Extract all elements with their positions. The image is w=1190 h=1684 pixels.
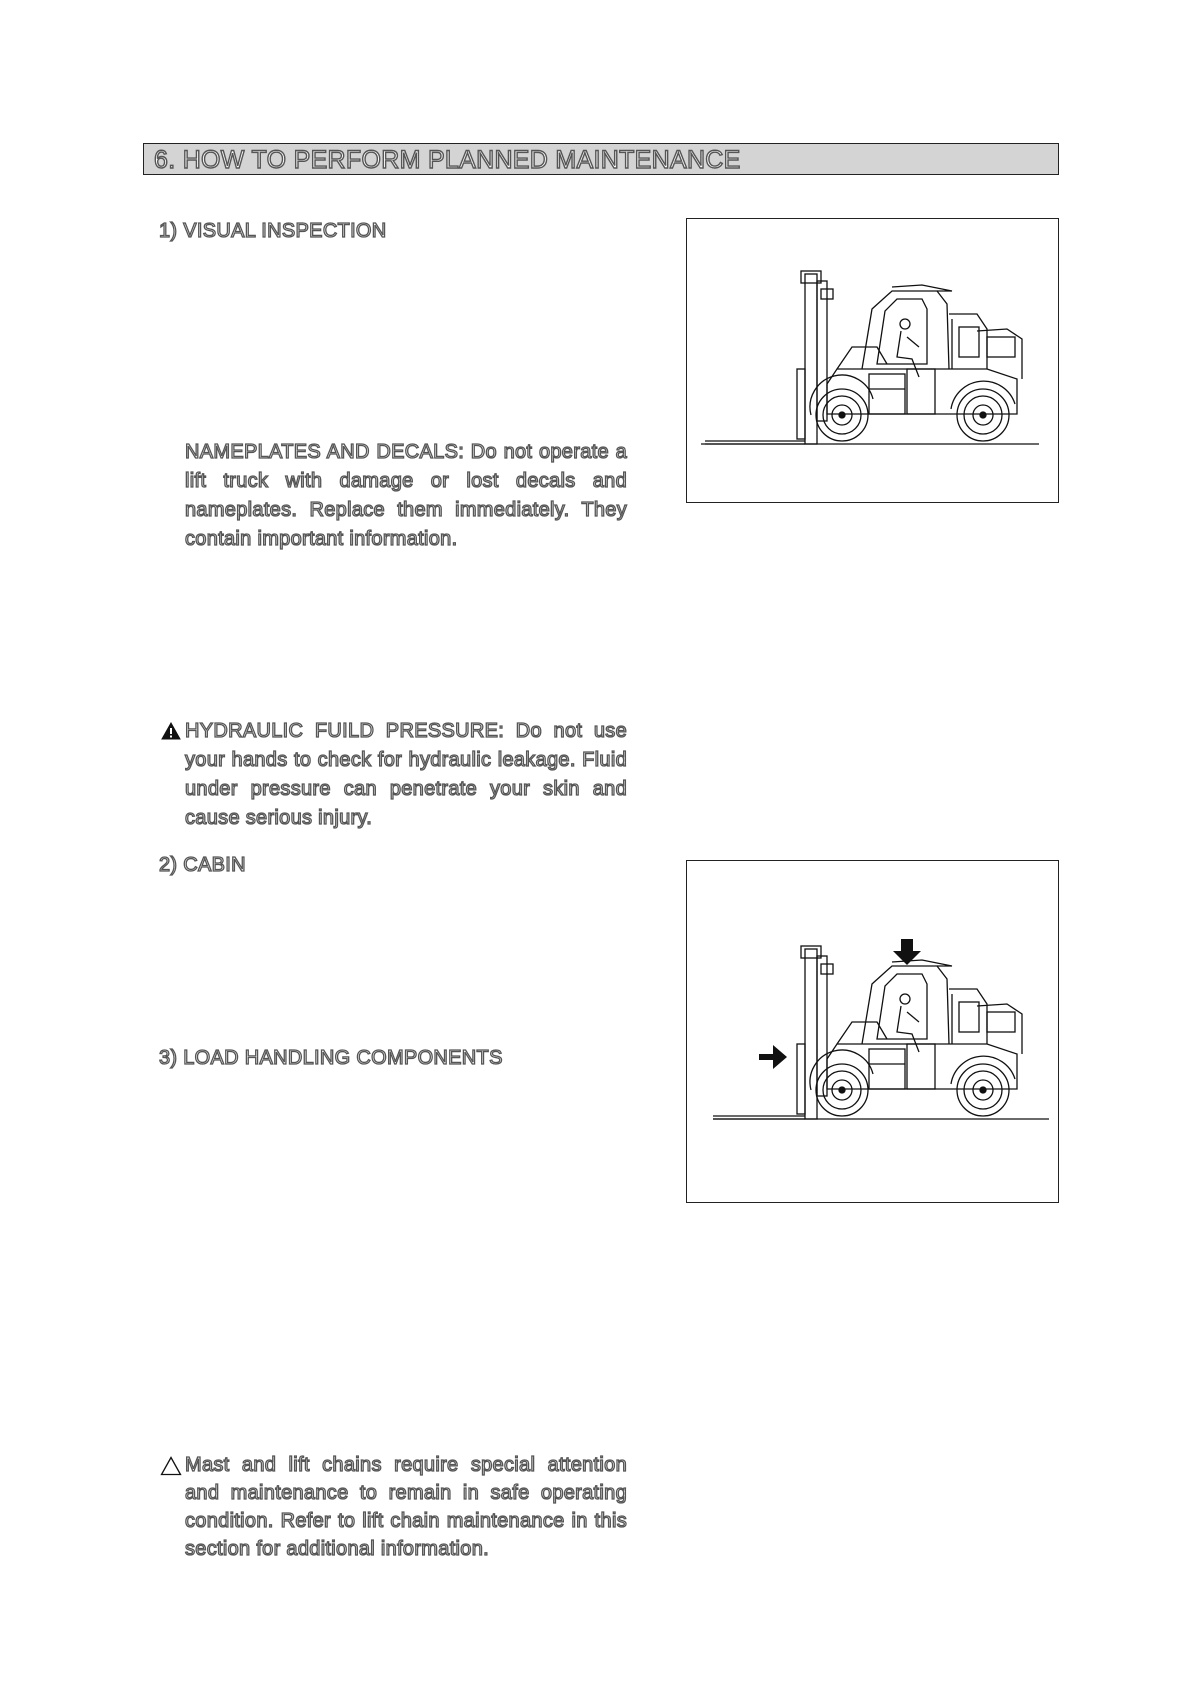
section-header	[143, 143, 1059, 175]
warning-filled-icon	[161, 722, 181, 740]
section-title: 6. HOW TO PERFORM PLANNED MAINTENANCE	[154, 146, 741, 174]
forklift-illustration-with-arrows-icon	[687, 861, 1060, 1204]
mast-paragraph: Mast and lift chains require special attention and maintenance to remain in safe operating condition. Refer to lift chain maintenance in this section for additional information.	[185, 1454, 627, 1560]
hydraulic-paragraph	[185, 717, 627, 833]
forklift-illustration-icon	[687, 219, 1060, 504]
forklift-figure-1	[686, 218, 1059, 503]
arrow-right-icon	[759, 1045, 787, 1069]
hydraulic-lead: HYDRAULIC FUILD PRESSURE:	[185, 720, 505, 742]
visual-inspection-heading: 1) VISUAL INSPECTION	[159, 220, 387, 242]
nameplates-lead: NAMEPLATES AND DECALS:	[185, 441, 465, 463]
hydraulic-text: Do not use your hands to check for hydraulic leakage. Fluid under pressure can penetrate your skin and cause serious injury.	[185, 720, 628, 829]
forklift-figure-2	[686, 860, 1059, 1203]
warning-outline-icon	[160, 1456, 182, 1476]
cabin-heading: 2) CABIN	[159, 854, 246, 876]
load-handling-heading: 3) LOAD HANDLING COMPONENTS	[159, 1047, 503, 1069]
nameplates-text: Do not operate a lift truck with damage or lost decals and nameplates. Replace them immediately. They contain important information.	[185, 441, 627, 550]
nameplates-paragraph	[185, 438, 627, 554]
